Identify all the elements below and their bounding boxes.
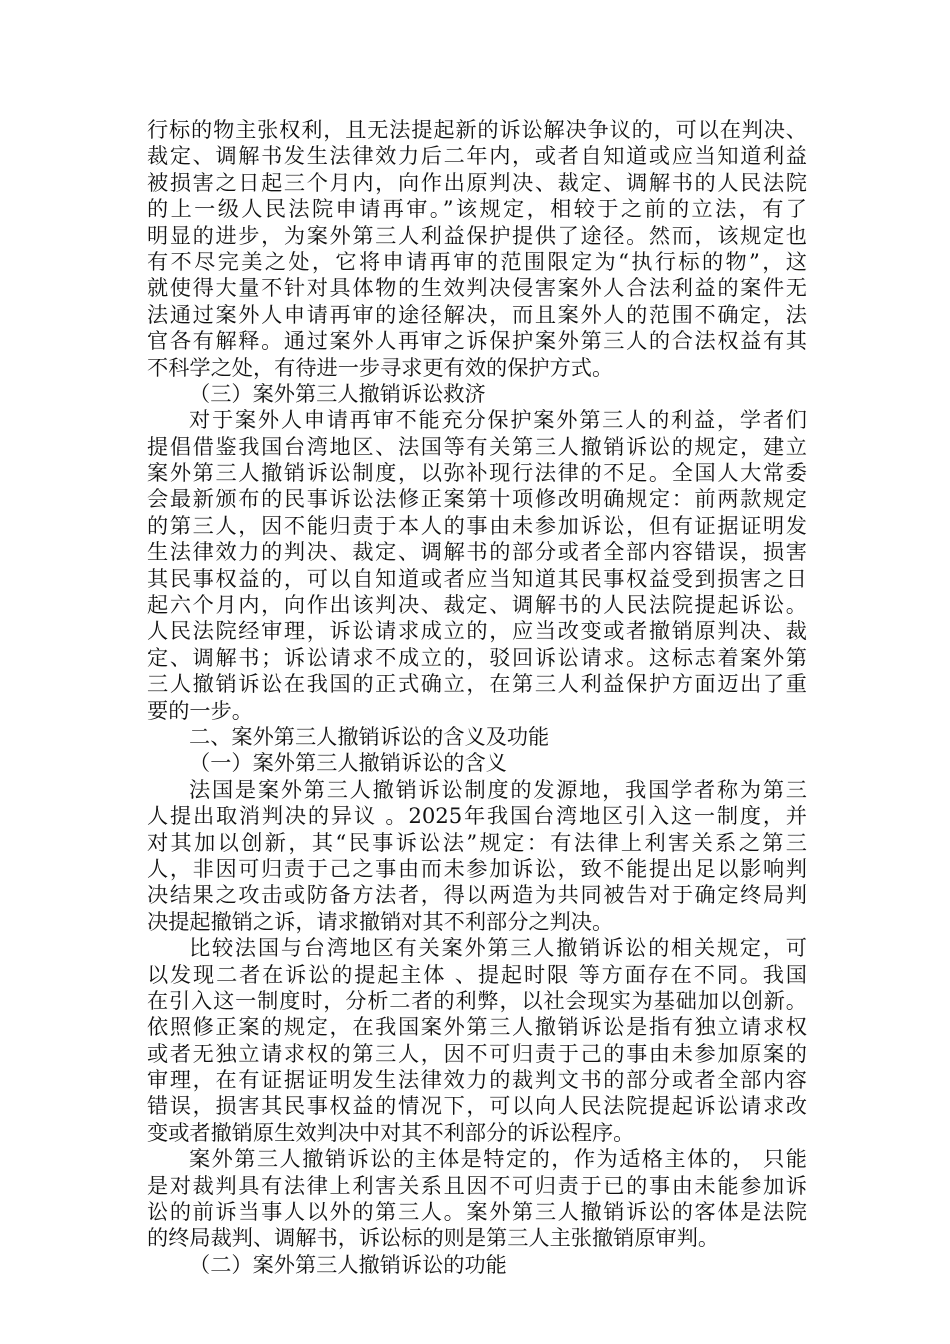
text-line: 比较法国与台湾地区有关案外第三人撤销诉讼的相关规定，可	[189, 935, 807, 961]
document-body	[147, 117, 807, 1278]
text-line: 其民事权益的，可以自知道或者应当知道其民事权益受到损害之日	[147, 565, 807, 591]
text-line: 法通过案外人申请再审的途径解决，而且案外人的范围不确定，法	[147, 301, 807, 327]
text-line: 有不尽完美之处，它将申请再审的范围限定为“执行标的物”，这	[147, 248, 807, 274]
text-line: 三人撤销诉讼在我国的正式确立，在第三人利益保护方面迈出了重	[147, 671, 807, 697]
text-line: 对于案外人申请再审不能充分保护案外第三人的利益，学者们	[189, 407, 807, 433]
text-line: 明显的进步，为案外第三人利益保护提供了途径。然而，该规定也	[147, 222, 807, 248]
text-line: （三）案外第三人撤销诉讼救济	[189, 380, 486, 406]
text-line: 会最新颁布的民事诉讼法修正案第十项修改明确规定：前两款规定	[147, 486, 807, 512]
text-line: 在引入这一制度时，分析二者的利弊，以社会现实为基础加以创新。	[147, 987, 807, 1013]
text-line: 行标的物主张权利，且无法提起新的诉讼解决争议的，可以在判决、	[147, 117, 807, 142]
text-line: 或者无独立请求权的第三人，因不可归责于己的事由未参加原案的	[147, 1040, 807, 1066]
text-line: 决结果之攻击或防备方法者，得以两造为共同被告对于确定终局判	[147, 882, 807, 908]
text-line: 的上一级人民法院申请再审。”该规定，相较于之前的立法，有了	[147, 196, 807, 222]
text-line: 人提出取消判决的异议 。2025年我国台湾地区引入这一制度，并	[147, 803, 807, 829]
text-line: 审理，在有证据证明发生法律效力的裁判文书的部分或者全部内容	[147, 1067, 807, 1093]
text-line: 不科学之处，有待进一步寻求更有效的保护方式。	[147, 354, 614, 380]
text-line: 提倡借鉴我国台湾地区、法国等有关第三人撤销诉讼的规定，建立	[147, 433, 807, 459]
text-line: 变或者撤销原生效判决中对其不利部分的诉讼程序。	[147, 1119, 635, 1145]
text-line: 定、调解书；诉讼请求不成立的，驳回诉讼请求。这标志着案外第	[147, 644, 807, 670]
text-line: 的终局裁判、调解书，诉讼标的则是第三人主张撤销原审判。	[147, 1225, 720, 1251]
text-line: 人民法院经审理，诉讼请求成立的，应当改变或者撤销原判决、裁	[147, 618, 807, 644]
text-line: 法国是案外第三人撤销诉讼制度的发源地，我国学者称为第三	[189, 776, 807, 802]
text-line: 案外第三人撤销诉讼制度，以弥补现行法律的不足。全国人大常委	[147, 460, 807, 486]
text-line: （二）案外第三人撤销诉讼的功能	[189, 1251, 507, 1277]
text-line: （一）案外第三人撤销诉讼的含义	[189, 750, 507, 776]
text-line: 起六个月内，向作出该判决、裁定、调解书的人民法院提起诉讼。	[147, 592, 807, 618]
text-line: 是对裁判具有法律上利害关系且因不可归责于已的事由未能参加诉	[147, 1172, 807, 1198]
text-line: 对其加以创新，其“民事诉讼法”规定：有法律上利害关系之第三	[147, 829, 807, 855]
text-line: 的第三人，因不能归责于本人的事由未参加诉讼，但有证据证明发	[147, 512, 807, 538]
text-line: 错误，损害其民事权益的情况下，可以向人民法院提起诉讼请求改	[147, 1093, 807, 1119]
text-line: 人，非因可归责于己之事由而未参加诉讼，致不能提出足以影响判	[147, 855, 807, 881]
text-line: 讼的前诉当事人以外的第三人。案外第三人撤销诉讼的客体是法院	[147, 1199, 807, 1225]
text-line: 被损害之日起三个月内，向作出原判决、裁定、调解书的人民法院	[147, 169, 807, 195]
text-line: 就使得大量不针对具体物的生效判决侵害案外人合法利益的案件无	[147, 275, 807, 301]
text-line: 依照修正案的规定，在我国案外第三人撤销诉讼是指有独立请求权	[147, 1014, 807, 1040]
text-line: 裁定、调解书发生法律效力后二年内，或者自知道或应当知道利益	[147, 143, 807, 169]
text-line: 案外第三人撤销诉讼的主体是特定的，作为适格主体的， 只能	[189, 1146, 807, 1172]
text-line: 官各有解释。通过案外人再审之诉保护案外第三人的合法权益有其	[147, 328, 807, 354]
text-line: 生法律效力的判决、裁定、调解书的部分或者全部内容错误，损害	[147, 539, 807, 565]
text-line: 要的一步。	[147, 697, 253, 723]
text-line: 二、案外第三人撤销诉讼的含义及功能	[189, 723, 550, 749]
text-line: 以发现二者在诉讼的提起主体 、提起时限 等方面存在不同。我国	[147, 961, 807, 987]
text-line: 决提起撤销之诉，请求撤销对其不利部分之判决。	[147, 908, 614, 934]
